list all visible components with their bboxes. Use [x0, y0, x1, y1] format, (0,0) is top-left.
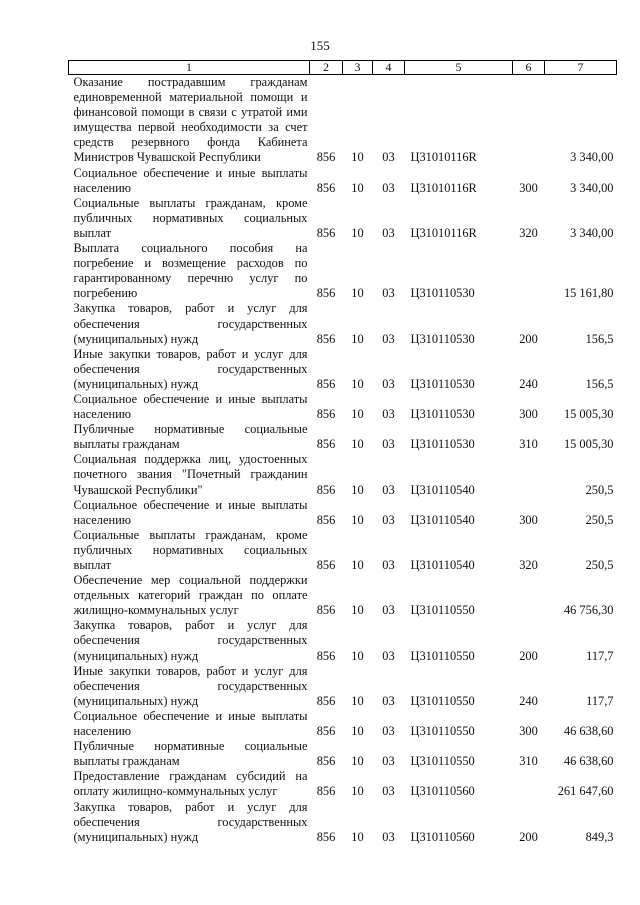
row-target-code: Ц310110550 — [410, 648, 475, 663]
row-target-code: Ц310110540 — [410, 558, 475, 572]
row-target-code: Ц310110550 — [410, 603, 475, 618]
row-target-code: Ц310110550 — [410, 724, 475, 739]
row-section-code: 10 — [351, 150, 364, 165]
row-subsection-code: 03 — [382, 512, 395, 527]
row-name: Закупка товаров, работ и услуг для обеспечения государственных (муниципальных) нужд — [73, 618, 308, 663]
row-section-code: 10 — [351, 693, 364, 708]
row-grbs-code: 856 — [316, 376, 336, 391]
row-expense-type-code: 300 — [519, 512, 538, 527]
header-col-1: 1 — [69, 61, 310, 75]
row-subsection-code: 03 — [382, 180, 395, 195]
row-expense-type-code: 320 — [519, 225, 538, 240]
row-amount: 15 161,80 — [563, 286, 614, 301]
table-header — [69, 61, 617, 75]
row-section-code: 10 — [351, 376, 364, 391]
row-target-code: Ц31010116R — [410, 180, 477, 195]
row-section-code: 10 — [351, 724, 364, 739]
row-amount: 3 340,00 — [570, 225, 614, 240]
row-expense-type-code: 300 — [519, 180, 538, 195]
row-subsection-code: 03 — [382, 482, 395, 497]
table-row — [69, 347, 617, 392]
table-row — [69, 166, 617, 196]
row-subsection-code: 03 — [382, 437, 395, 452]
row-grbs-code: 856 — [316, 648, 336, 663]
row-section-code: 10 — [351, 829, 364, 844]
table-row — [69, 709, 617, 739]
row-amount: 46 638,60 — [563, 724, 614, 739]
row-section-code: 10 — [351, 437, 364, 452]
row-name: Предоставление гражданам субсидий на оплату жилищно-коммунальных услуг — [73, 769, 308, 799]
row-expense-type-code: 320 — [519, 558, 538, 572]
row-expense-type-code — [513, 452, 545, 497]
row-amount: 46 638,60 — [563, 754, 614, 769]
row-subsection-code: 03 — [382, 376, 395, 391]
row-name: Иные закупки товаров, работ и услуг для обеспечения государственных (муниципальных) нужд — [73, 346, 308, 391]
row-amount: 156,5 — [585, 331, 614, 346]
table-row — [69, 422, 617, 452]
table-row — [69, 739, 617, 769]
budget-table — [68, 60, 617, 845]
row-name: Социальное обеспечение и иные выплаты населению — [73, 165, 308, 195]
row-expense-type-code: 300 — [519, 724, 538, 739]
row-grbs-code: 856 — [316, 784, 336, 799]
header-row — [69, 61, 617, 75]
row-grbs-code: 856 — [316, 829, 336, 844]
row-name: Закупка товаров, работ и услуг для обеспечения государственных (муниципальных) нужд — [73, 301, 308, 346]
row-target-code: Ц310110550 — [410, 693, 475, 708]
row-amount: 117,7 — [586, 648, 614, 663]
header-col-3: 3 — [343, 61, 373, 75]
row-grbs-code: 856 — [316, 754, 336, 769]
header-col-6: 6 — [513, 61, 545, 75]
row-amount: 15 005,30 — [563, 407, 614, 422]
row-grbs-code: 856 — [316, 724, 336, 739]
row-grbs-code: 856 — [316, 286, 336, 301]
row-section-code: 10 — [351, 180, 364, 195]
row-grbs-code: 856 — [316, 180, 336, 195]
row-target-code: Ц31010116R — [410, 150, 477, 165]
row-amount: 250,5 — [585, 558, 614, 572]
table-row — [69, 800, 617, 845]
row-section-code: 10 — [351, 603, 364, 618]
header-col-2: 2 — [310, 61, 343, 75]
row-section-code: 10 — [351, 225, 364, 240]
row-subsection-code: 03 — [382, 407, 395, 422]
row-expense-type-code: 200 — [519, 648, 538, 663]
row-grbs-code: 856 — [316, 512, 336, 527]
row-target-code: Ц310110540 — [410, 512, 475, 527]
row-target-code: Ц310110560 — [410, 829, 475, 844]
table-row — [69, 573, 617, 618]
header-col-4: 4 — [373, 61, 405, 75]
row-subsection-code: 03 — [382, 829, 395, 844]
row-expense-type-code: 310 — [519, 754, 538, 769]
row-amount: 15 005,30 — [563, 437, 614, 452]
row-expense-type-code — [513, 241, 545, 301]
row-name: Оказание пострадавшим гражданам единовременной материальной помощи и финансовой помощи в связи с утратой ими имущества первой необходимости за счет средств резервного фонда Кабинета Министров Чувашской Республики — [73, 75, 308, 165]
row-subsection-code: 03 — [382, 724, 395, 739]
row-name: Социальное обеспечение и иные выплаты населению — [73, 391, 308, 422]
row-name: Социальное обеспечение и иные выплаты населению — [73, 497, 308, 527]
row-grbs-code: 856 — [316, 558, 336, 572]
row-expense-type-code: 300 — [519, 407, 538, 422]
row-name: Выплата социального пособия на погребение и возмещение расходов по гарантированному перечню услуг по погребению — [73, 241, 308, 301]
row-amount: 250,5 — [585, 512, 614, 527]
row-section-code: 10 — [351, 648, 364, 663]
row-grbs-code: 856 — [316, 693, 336, 708]
row-target-code: Ц310110560 — [410, 784, 475, 799]
header-col-5: 5 — [405, 61, 513, 75]
row-subsection-code: 03 — [382, 331, 395, 346]
row-section-code: 10 — [351, 286, 364, 301]
row-subsection-code: 03 — [382, 693, 395, 708]
row-name: Обеспечение мер социальной поддержки отдельных категорий граждан по оплате жилищно-коммунальных услуг — [73, 573, 308, 618]
row-section-code: 10 — [351, 754, 364, 769]
table-row — [69, 75, 617, 166]
row-grbs-code: 856 — [316, 150, 336, 165]
row-name: Иные закупки товаров, работ и услуг для обеспечения государственных (муниципальных) нужд — [73, 663, 308, 708]
header-col-7: 7 — [545, 61, 617, 75]
table-row — [69, 769, 617, 799]
row-name: Социальные выплаты гражданам, кроме публичных нормативных социальных выплат — [73, 527, 308, 572]
row-expense-type-code: 310 — [519, 437, 538, 452]
row-subsection-code: 03 — [382, 603, 395, 618]
row-section-code: 10 — [351, 558, 364, 572]
table-row — [69, 664, 617, 709]
table-row — [69, 498, 617, 528]
row-expense-type-code: 240 — [519, 693, 538, 708]
table-row — [69, 196, 617, 241]
row-grbs-code: 856 — [316, 225, 336, 240]
table-row — [69, 618, 617, 663]
row-expense-type-code: 200 — [519, 829, 538, 844]
row-subsection-code: 03 — [382, 225, 395, 240]
row-grbs-code: 856 — [316, 331, 336, 346]
table-row — [69, 452, 617, 497]
row-section-code: 10 — [351, 331, 364, 346]
row-amount: 250,5 — [585, 482, 614, 497]
row-amount: 3 340,00 — [570, 180, 614, 195]
row-amount: 261 647,60 — [557, 784, 614, 799]
table-body — [69, 75, 617, 845]
row-name: Социальные выплаты гражданам, кроме публичных нормативных социальных выплат — [73, 195, 308, 240]
row-subsection-code: 03 — [382, 150, 395, 165]
table-row — [69, 392, 617, 422]
row-expense-type-code — [513, 769, 545, 799]
row-section-code: 10 — [351, 512, 364, 527]
row-subsection-code: 03 — [382, 648, 395, 663]
row-expense-type-code: 240 — [519, 376, 538, 391]
row-grbs-code: 856 — [316, 407, 336, 422]
row-name: Социальное обеспечение и иные выплаты населению — [73, 708, 308, 739]
row-section-code: 10 — [351, 784, 364, 799]
row-name: Закупка товаров, работ и услуг для обеспечения государственных (муниципальных) нужд — [73, 799, 308, 844]
row-grbs-code: 856 — [316, 437, 336, 452]
row-expense-type-code — [513, 75, 545, 166]
row-target-code: Ц310110530 — [410, 407, 475, 422]
row-amount: 117,7 — [586, 693, 614, 708]
row-target-code: Ц31010116R — [410, 225, 477, 240]
row-target-code: Ц310110530 — [410, 286, 475, 301]
row-section-code: 10 — [351, 482, 364, 497]
row-target-code: Ц310110530 — [410, 376, 475, 391]
page-number: 155 — [310, 38, 330, 53]
row-grbs-code: 856 — [316, 482, 336, 497]
row-name: Публичные нормативные социальные выплаты гражданам — [73, 739, 308, 769]
row-name: Социальная поддержка лиц, удостоенных почетного звания "Почетный гражданин Чувашской Республики" — [73, 452, 308, 497]
table-row — [69, 241, 617, 301]
row-subsection-code: 03 — [382, 286, 395, 301]
row-name: Публичные нормативные социальные выплаты гражданам — [73, 422, 308, 452]
row-subsection-code: 03 — [382, 784, 395, 799]
row-target-code: Ц310110540 — [410, 482, 475, 497]
row-amount: 156,5 — [585, 376, 614, 391]
row-subsection-code: 03 — [382, 754, 395, 769]
row-amount: 849,3 — [585, 829, 614, 844]
row-amount: 46 756,30 — [563, 603, 614, 618]
row-target-code: Ц310110530 — [410, 331, 475, 346]
row-expense-type-code — [513, 573, 545, 618]
row-target-code: Ц310110530 — [410, 437, 475, 452]
row-expense-type-code: 200 — [519, 331, 538, 346]
row-subsection-code: 03 — [382, 558, 395, 572]
row-section-code: 10 — [351, 407, 364, 422]
row-target-code: Ц310110550 — [410, 754, 475, 769]
row-amount: 3 340,00 — [570, 150, 614, 165]
table-row — [69, 528, 617, 573]
row-grbs-code: 856 — [316, 603, 336, 618]
table-row — [69, 301, 617, 346]
